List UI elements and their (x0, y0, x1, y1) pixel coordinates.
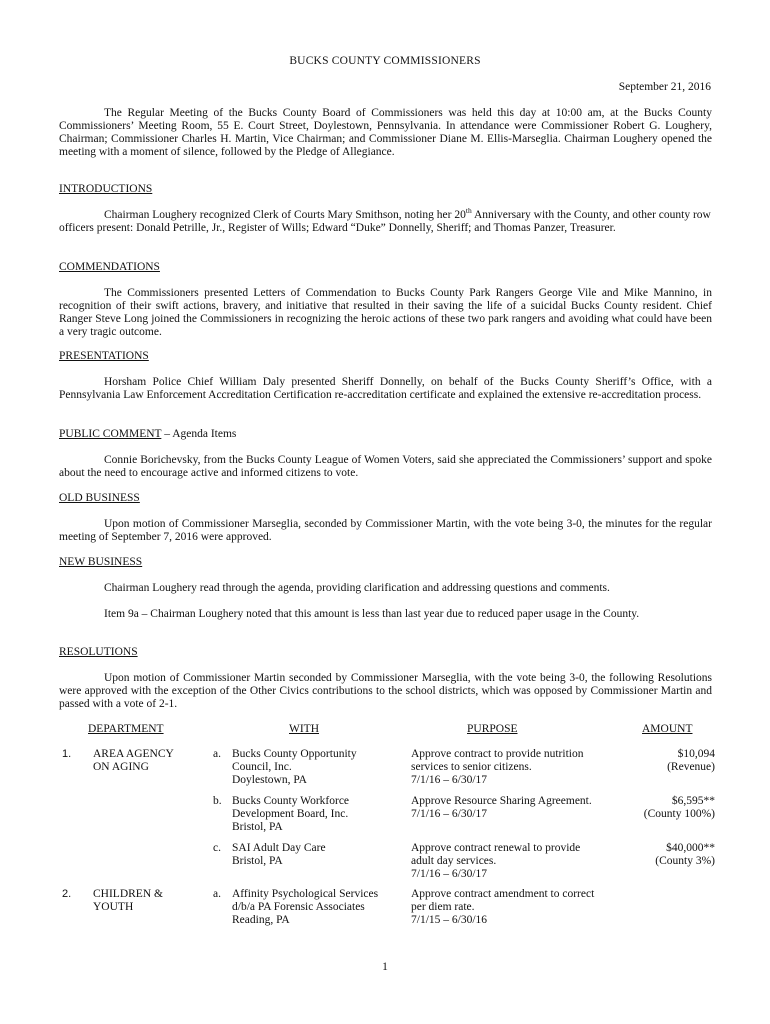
row-number: 1. (62, 748, 72, 760)
purpose-cell-line: services to senior citizens. (411, 761, 532, 773)
amount-cell (585, 795, 715, 821)
with-cell-line: Bristol, PA (232, 855, 283, 867)
new-business-paragraph-1: Chairman Loughery read through the agenda, providing clarification and addressing questions and comments. (104, 582, 610, 594)
with-cell-line: Bucks County Opportunity (232, 748, 357, 760)
with-cell-line: Development Board, Inc. (232, 808, 349, 820)
commendations-section (59, 261, 712, 339)
introductions-text-before: Chairman Loughery recognized Clerk of Courts Mary Smithson, noting her 20 (104, 209, 466, 221)
purpose-cell-line: 7/1/16 – 6/30/17 (411, 808, 488, 820)
opening-section (59, 107, 712, 159)
new-business-paragraph-2: Item 9a – Chairman Loughery noted that this amount is less than last year due to reduced paper usage in the County. (104, 608, 640, 620)
public-comment-paragraph: Connie Borichevsky, from the Bucks County League of Women Voters, said she appreciated the Commissioners’ support and spoke about the need to encourage active and informed citizens to vote. (59, 454, 712, 479)
new-business-section (59, 556, 712, 621)
purpose-cell-line: Approve contract to provide nutrition (411, 748, 584, 760)
purpose-cell-line: per diem rate. (411, 901, 475, 913)
introductions-section (59, 183, 712, 235)
with-cell-line: Doylestown, PA (232, 774, 307, 786)
purpose-cell-line: 7/1/15 – 6/30/16 (411, 914, 488, 926)
with-cell (232, 748, 407, 787)
with-cell (232, 888, 407, 927)
with-cell-line: d/b/a PA Forensic Associates (232, 901, 365, 913)
purpose-cell-line: Approve contract amendment to correct (411, 888, 595, 900)
resolutions-paragraph: Upon motion of Commissioner Martin seconded by Commissioner Marseglia, with the vote being 3-0, the following Resolutions were approved with the exception of the Other Civics contributions to the school districts, which was opposed by Commissioner Martin and passed with a vote of 2-1. (59, 672, 712, 710)
presentations-paragraph: Horsham Police Chief William Daly presented Sheriff Donnelly, on behalf of the Bucks County Sheriff’s Office, with a Pennsylvania Law Enforcement Accreditation Certification re-accreditation certificate and explained the extensive re-accreditation process. (59, 376, 712, 401)
amount-cell-line: $40,000** (666, 842, 715, 854)
new-business-heading: NEW BUSINESS (59, 556, 143, 568)
item-letter: b. (213, 795, 222, 807)
resolutions-section (59, 646, 712, 711)
purpose-cell-line: Approve Resource Sharing Agreement. (411, 795, 592, 807)
item-letter: a. (213, 888, 221, 900)
with-cell-line: Council, Inc. (232, 761, 292, 773)
with-cell (232, 795, 407, 834)
item-letter: a. (213, 748, 221, 760)
purpose-cell (411, 888, 621, 927)
public-comment-section (59, 428, 712, 480)
with-cell-line: SAI Adult Day Care (232, 842, 326, 854)
presentations-section (59, 350, 712, 402)
public-comment-suffix: – Agenda Items (161, 428, 237, 440)
document-title: BUCKS COUNTY COMMISSIONERS (289, 55, 481, 67)
header-purpose: PURPOSE (467, 723, 518, 735)
commendations-paragraph: The Commissioners presented Letters of Commendation to Bucks County Park Rangers George Vile and Mike Mannino, in recognition of their swift actions, bravery, and initiative that resulted in their saving the life of a suicidal Bucks County resident. Chief Ranger Steve Long joined the Commissioners in recognizing the heroic actions of these two park rangers and avoiding what could have been a very tragic outcome. (59, 287, 712, 338)
with-cell-line: Bristol, PA (232, 821, 283, 833)
presentations-heading: PRESENTATIONS (59, 350, 149, 362)
amount-cell (585, 842, 715, 868)
public-comment-heading-line (59, 428, 712, 441)
ordinal-suffix: th (465, 206, 472, 216)
amount-cell-line: (County 3%) (655, 855, 715, 867)
resolutions-table-header (0, 723, 770, 737)
amount-cell-line: $10,094 (677, 748, 715, 760)
header-with: WITH (289, 723, 320, 735)
old-business-heading: OLD BUSINESS (59, 492, 140, 504)
row-number: 2. (62, 888, 72, 900)
department-cell-line: YOUTH (93, 901, 134, 913)
header-department: DEPARTMENT (88, 723, 164, 735)
public-comment-heading: PUBLIC COMMENT (59, 428, 162, 440)
introductions-paragraph (59, 206, 712, 235)
department-cell-line: ON AGING (93, 761, 149, 773)
page-number: 1 (382, 961, 388, 973)
with-cell (232, 842, 407, 868)
commendations-heading: COMMENDATIONS (59, 261, 160, 273)
department-cell-line: CHILDREN & (93, 888, 163, 900)
amount-cell-line: $6,595** (671, 795, 715, 807)
department-cell (93, 748, 203, 774)
purpose-cell-line: adult day services. (411, 855, 497, 867)
introductions-heading: INTRODUCTIONS (59, 183, 153, 195)
with-cell-line: Affinity Psychological Services (232, 888, 379, 900)
purpose-cell-line: 7/1/16 – 6/30/17 (411, 774, 488, 786)
department-cell-line: AREA AGENCY (93, 748, 174, 760)
header-amount: AMOUNT (642, 723, 693, 735)
item-letter: c. (213, 842, 221, 854)
with-cell-line: Reading, PA (232, 914, 290, 926)
old-business-paragraph: Upon motion of Commissioner Marseglia, seconded by Commissioner Martin, with the vote being 3-0, the minutes for the regular meeting of September 7, 2016 were approved. (59, 518, 712, 543)
department-cell (93, 888, 203, 914)
purpose-cell-line: Approve contract renewal to provide (411, 842, 581, 854)
with-cell-line: Bucks County Workforce (232, 795, 350, 807)
amount-cell-line: (County 100%) (643, 808, 715, 820)
introductions-text-after: Anniversary with the County, and other county row officers present: Donald Petrille, Jr., Register of Wills; Edward “Duke” Donnelly, Sheriff; and Thomas Panzer, Treasurer. (59, 209, 711, 234)
opening-paragraph: The Regular Meeting of the Bucks County Board of Commissioners was held this day at 10:00 am, at the Bucks County Commissioners’ Meeting Room, 55 E. Court Street, Doylestown, Pennsylvania. In attendance were Commissioner Robert G. Loughery, Chairman; Commissioner Charles H. Martin, Vice Chairman; and Commissioner Diane M. Ellis-Marseglia. Chairman Loughery opened the meeting with a moment of silence, followed by the Pledge of Allegiance. (59, 107, 712, 158)
amount-cell-line: (Revenue) (667, 761, 715, 773)
amount-cell (585, 748, 715, 774)
meeting-date: September 21, 2016 (618, 81, 711, 93)
purpose-cell-line: 7/1/16 – 6/30/17 (411, 868, 488, 880)
resolutions-heading: RESOLUTIONS (59, 646, 138, 658)
old-business-section (59, 492, 712, 544)
